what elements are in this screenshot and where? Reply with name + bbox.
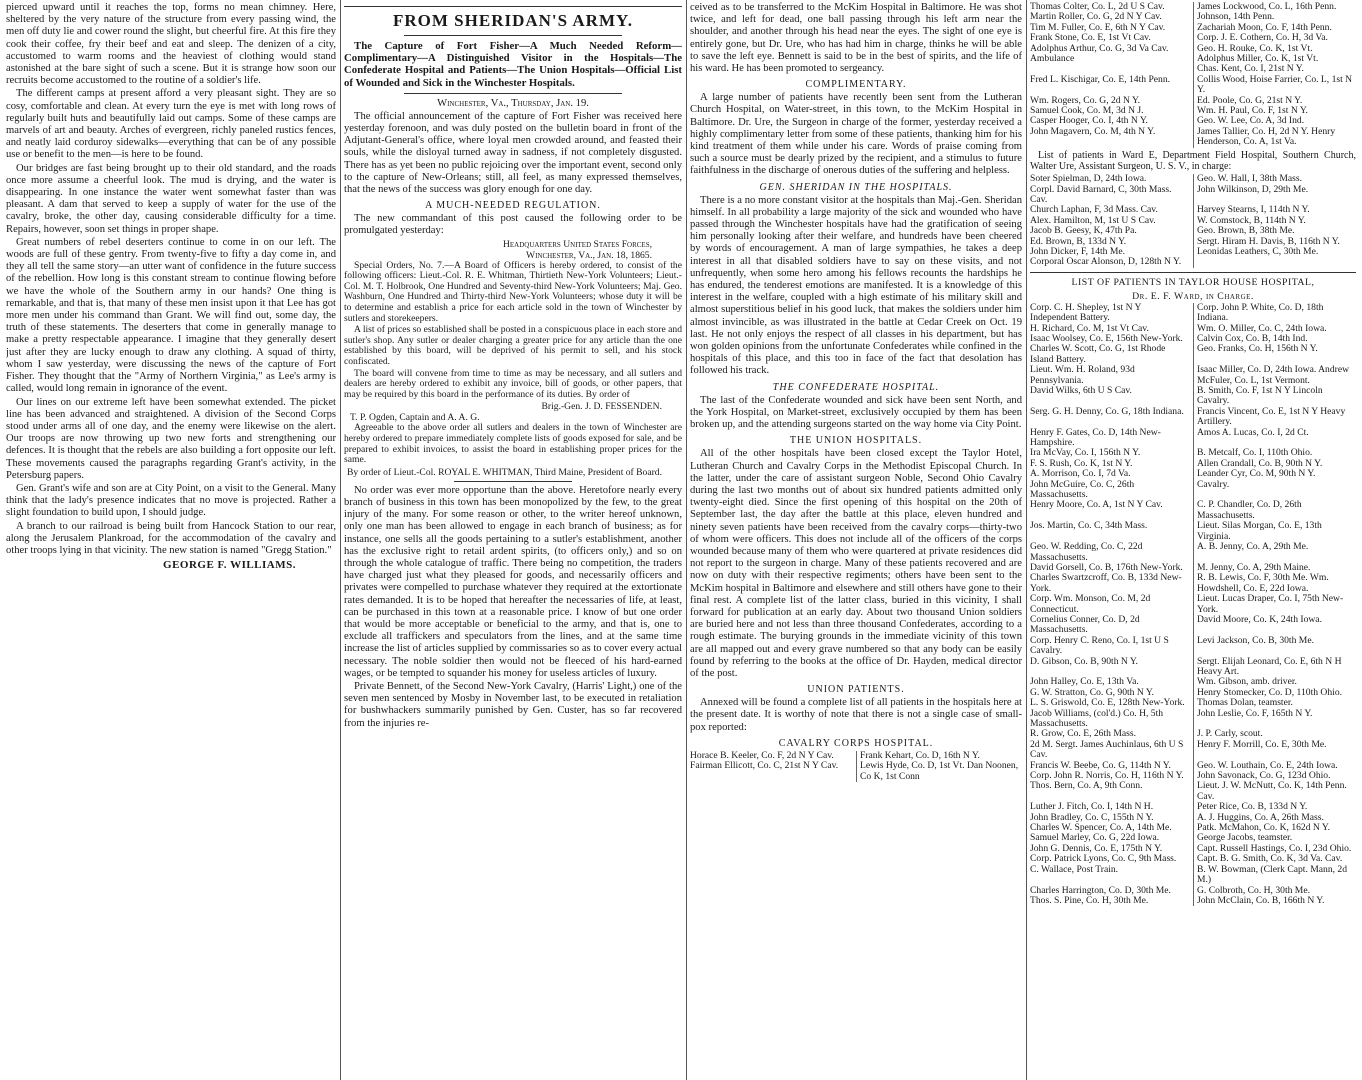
patient-roster xyxy=(1030,303,1356,907)
roster-entry: Lieut. J. W. McNutt, Co. K, 14th Penn. Cav. xyxy=(1193,781,1356,802)
roster-entry: R. B. Lewis, Co. F, 30th Me. Wm. Howdshell, Co. E, 22d Iowa. xyxy=(1193,573,1356,594)
roster-entry: Francis W. Beebe, Co. G, 114th N Y. xyxy=(1030,759,1171,771)
roster-entry: Thos. Bern, Co. A, 9th Conn. xyxy=(1030,780,1143,792)
paragraph: Our bridges are fast being brought up to their old standard, and the roads once more assume a cheerful look. The mud is drying, and the water is disappearing. In one instance the water went somewhat faster than was pleasant. A dam that served to keep a supply of water for the use of the cavalry, broke, the other day, causing considerable difficulty for a time. Repairs, however, soon set things in proper shape. xyxy=(6,162,336,235)
roster-entry: Church Laphan, F, 3d Mass. Cav. xyxy=(1030,204,1158,216)
roster-row xyxy=(1030,865,1356,886)
paragraph: pierced upward until it reaches the top, forms no mean chimney. Here, sheltered by the very nature of the structure from every passing wind, the men off duty lie and cower round the slight, but cheerful fire. At this fire they cook their coffee, fry their beef and eat and sleep. The denizen of a city, accustomed to warm rooms and the heaviest of clothing would stand astonished at the bare sight of such a scene. But it is strange how soon our recruits become accustomed to the routine of a soldier's life. xyxy=(6,2,336,87)
roster-row xyxy=(1030,75,1356,96)
roster-entry: Thomas Dolan, teamster. xyxy=(1193,698,1356,708)
roster-entry: Jacob Williams, (col'd.) Co. H, 5th Massachusetts. xyxy=(1030,707,1164,729)
paragraph: The new commandant of this post caused the following order to be promulgated yesterday: xyxy=(344,213,682,237)
roster-entry: James Tallier, Co. H, 2d N Y. Henry Henderson, Co. A, 1st Va. xyxy=(1193,127,1356,148)
section-heading: A MUCH-NEEDED REGULATION. xyxy=(425,200,601,212)
roster-entry: Ed. Brown, B, 133d N Y. xyxy=(1030,235,1127,247)
paragraph: No order was ever more opportune than the above. Heretofore nearly every branch of business in this town has been monopolized by the few, to the great injury of the many. For some reason or other, to the writer hereof unknown, only one man has been allowed to engage in each branch of business; as for instance, one sells all the goods pertaining to a sutler's establishment, another has the exclusive right to retail ardent spirits, (to officers only,) and so on through the whole catalogue of traffic. There being no competition, the traders have charged just what they pleased for goods, and necessarily officers and privates were compelled to purchase whatever they required at the extortionate rates demanded. It is to be hoped that hereafter the necessaries of life, at least, can be purchased in this town at a reasonable price. I know of but one order that would be more acceptable or beneficial to the army, and that is, one to exclude all traffickers and speculators from the lines, and at the same time increase the list of articles supplied by commissaries so as to cover every actual necessary. The noble soldier then would not be fleeced of his hard-earned wages, or be tempted to squander his money for useless articles of luxury. xyxy=(344,484,682,679)
section-heading: THE CONFEDERATE HOSPITAL. xyxy=(772,381,940,393)
roster-entry: Corp. John R. Norris, Co. H, 116th N Y. xyxy=(1030,770,1184,782)
roster-entry: Jacob B. Geesy, K, 47th Pa. xyxy=(1030,225,1137,237)
roster-row xyxy=(1030,740,1356,761)
roster-entry: Corp. Wm. Monson, Co. M, 2d Connecticut. xyxy=(1030,593,1151,615)
column-2 xyxy=(344,2,682,1078)
roster-entry: Tim M. Fuller, Co. E, 6th N Y Cav. xyxy=(1030,21,1166,33)
roster-row xyxy=(1030,174,1356,184)
roster-entry: Wm. Gibson, amb. driver. xyxy=(1193,677,1356,687)
roster-entry: David Gorsell, Co. B, 176th New-York. xyxy=(1030,561,1183,573)
roster-entry: Wm. H. Paul, Co. F, 1st N Y. xyxy=(1193,106,1356,116)
divider xyxy=(454,481,572,482)
order-paragraph: A list of prices so established shall be posted in a conspicuous place in each store and sutler's shop. Any sutler or dealer charging a greater price for any article than the one established by this board, will be deprived of his permit to sell, and his stock confiscated. xyxy=(344,324,682,367)
roster-entry: B. Metcalf, Co. I, 110th Ohio. xyxy=(1193,448,1356,458)
paragraph: The last of the Confederate wounded and sick have been sent North, and the York Hospital, on Market-street, exclusively occupied by them has been broken up, and the attending surgeons started on the way home via City Point. xyxy=(690,394,1022,431)
roster-entry: M. Jenny, Co. A, 29th Maine. xyxy=(1193,563,1356,573)
order-paragraph: The board will convene from time to time as may be necessary, and all sutlers and dealers are hereby ordered to exhibit any invoice, bill of goods, or other papers, that may be required by this board in the performance of its duties. By order of xyxy=(344,367,682,400)
roster-entry: Thos. S. Pine, Co. H, 30th Me. xyxy=(1030,894,1149,906)
roster-row xyxy=(1030,542,1356,563)
roster-entry: George Jacobs, teamster. xyxy=(1193,833,1356,843)
roster-row xyxy=(1030,781,1356,802)
column-rule xyxy=(340,0,341,1080)
roster-entry: David Moore, Co. K, 24th Iowa. xyxy=(1193,615,1356,636)
roster-row xyxy=(1030,896,1356,906)
paragraph: Great numbers of rebel deserters continue to come in on our left. The woods are full of these gentry. From twenty-five to fifty a day come in, and they all tell the same story—an utter want of confidence in the future success of the rebellion. How long is this constant stream to continue flowing before we have the whole of the Southern army in our hands? One thing is remarkable, and that is, that many of these men insist upon it that Lee has got more men under his command than Grant. We will find out, some day, the truth of these statements. The deserters that come in generally manage to make a pretty respectable appearance. I imagine that they generally desert just after they are lucky enough to draw any clothing. A squad of thirty, whom I saw yesterday, were discussing the news of the capture of Fort Fisher. They thought that the "Army of Northern Virginia," as Lee's army is called, would long remain in ignorance of the event. xyxy=(6,236,336,395)
roster-row xyxy=(1030,594,1356,615)
roster-entry: Zachariah Moon, Co. F, 14th Penn. xyxy=(1193,23,1356,33)
section-heading: COMPLIMENTARY. xyxy=(805,79,907,91)
roster-row xyxy=(1030,54,1356,64)
roster-entry: Chas. Kent, Co. I, 21st N Y. xyxy=(1193,64,1356,74)
roster-entry: Henry F. Gates, Co. D, 14th New-Hampshire. xyxy=(1030,426,1161,449)
order-signature: Brig.-Gen. J. D. FESSENDEN. xyxy=(541,401,662,413)
roster-row xyxy=(1030,344,1356,365)
roster-entry: Martin Roller, Co. G, 2d N Y Cav. xyxy=(1030,11,1162,23)
roster-entry: Sergt. Elijah Leonard, Co. E, 6th N H Heavy Art. xyxy=(1193,657,1356,678)
patient-roster xyxy=(1030,174,1356,268)
paragraph: Gen. Grant's wife and son are at City Point, on a visit to the General. Many think that the lady's presence indicates that no move is projected. Rather a slight foundation to build upon, I should judge. xyxy=(6,482,336,519)
roster-row xyxy=(1030,615,1356,636)
roster-entry: Alex. Hamilton, M, 1st U S Cav. xyxy=(1030,214,1156,226)
roster-entry: Leander Cyr, Co. M, 90th N Y. xyxy=(1193,469,1356,479)
roster-entry: Wm. O. Miller, Co. C, 24th Iowa. xyxy=(1193,324,1356,334)
roster-entry: John McClain, Co. B, 166th N Y. xyxy=(1193,896,1356,906)
roster-entry: L. S. Griswold, Co. E, 128th New-York. xyxy=(1030,697,1185,709)
roster-entry: Isaac Woolsey, Co. E, 156th New-York. xyxy=(1030,332,1183,344)
roster-entry: Charles W. Spencer, Co. A, 14th Me. xyxy=(1030,822,1172,834)
roster-entry: J. P. Carly, scout. xyxy=(1193,729,1356,739)
roster-entry: Geo. Brown, B, 38th Me. xyxy=(1193,226,1356,236)
roster-entry: Harvey Stearns, I, 114th N Y. xyxy=(1193,205,1356,215)
roster-entry: Cavalry. xyxy=(1193,480,1356,501)
patient-roster xyxy=(690,751,1022,782)
roster-row xyxy=(1030,127,1356,148)
roster-entry: Henry Stomecker, Co. D, 110th Ohio. xyxy=(1193,688,1356,698)
roster-entry: Peter Rice, Co. B, 133d N Y. xyxy=(1193,802,1356,812)
order-paragraph: Special Orders, No. 7.—A Board of Officers is hereby ordered, to consist of the following officers: Lieut.-Col. R. E. Whitman, Thirtieth New-York Volunteers; Lieut.-Col. M. T. Holbrook, One Hundred and Seventy-third New-York Volunteers; Maj. Geo. Washburn, One Hundred and Thirty-third New-York Volunteers; whose duty it will be to determine and establish a price for each article sold in the town of Winchester by sutlers and storekeepers. xyxy=(344,259,682,324)
roster-row xyxy=(1030,407,1356,428)
roster-entry: Lieut. Lucas Draper, Co. I, 75th New-York. xyxy=(1193,594,1356,615)
roster-row xyxy=(1030,365,1356,386)
article-headline: FROM SHERIDAN'S ARMY. xyxy=(393,11,633,30)
roster-entry: Lieut. Wm. H. Roland, 93d Pennsylvania. xyxy=(1030,364,1135,386)
roster-row xyxy=(1030,657,1356,678)
roster-entry: Thomas Colter, Co. L, 2d U S Cav. xyxy=(1030,2,1165,12)
roster-entry: Charles Swartzcroff, Co. B, 133d New-York. xyxy=(1030,572,1182,594)
roster-entry: John Dicker, F, 14th Me. xyxy=(1030,245,1126,257)
roster-entry: Samuel Cook, Co. M, 3d N J. xyxy=(1030,105,1144,117)
roster-entry: A. Morrison, Co. I, 7d Va. xyxy=(1030,468,1131,480)
roster-entry: Luther J. Fitch, Co. I, 14th N H. xyxy=(1030,801,1154,813)
roster-entry: Cornelius Conner, Co. D, 2d Massachusetts. xyxy=(1030,613,1140,636)
roster-entry: Serg. G. H. Denny, Co. G, 18th Indiana. xyxy=(1030,405,1184,417)
roster-entry: Corp. C. H. Shepley, 1st N Y Independent Battery. xyxy=(1030,301,1142,324)
roster-subheading: Dr. E. F. Ward, in Charge. xyxy=(1132,290,1254,302)
roster-entry: Ed. Poole, Co. G, 21st N Y. xyxy=(1193,96,1356,106)
roster-entry: Isaac Miller, Co. D, 24th Iowa. Andrew McFuler, Co. L, 1st Vermont. xyxy=(1193,365,1356,386)
roster-row xyxy=(1030,226,1356,236)
paragraph: A large number of patients have recently been sent from the Lutheran Church Hospital, on Water-street, in this town, to the McKim Hospital in Baltimore. Dr. Ure, the Surgeon in charge of the former, yesterday received a highly complimentary letter from some of these patients, thanking him for his kind treatment of them while under his care. Words of praise coming from such a source must be dearly prized by the recipient, and a stimulus to future faithfulness in the discharge of onerous duties of the suffering and helpless. xyxy=(690,92,1022,177)
roster-entry: D. Gibson, Co. B, 90th N Y. xyxy=(1030,655,1138,667)
roster-entry: John Leslie, Co. F, 165th N Y. xyxy=(1193,709,1356,730)
roster-entry: John Savonack, Co. G, 123d Ohio. xyxy=(1193,771,1356,781)
divider xyxy=(344,6,682,7)
section-heading: UNION PATIENTS. xyxy=(807,684,905,696)
roster-entry: Henry Moore, Co. A, 1st N Y Cav. xyxy=(1030,499,1163,511)
author-signature: GEORGE F. WILLIAMS. xyxy=(163,559,296,572)
roster-entry: Johnson, 14th Penn. xyxy=(1193,12,1356,22)
roster-entry: A. J. Huggins, Co. A, 26th Mass. xyxy=(1193,813,1356,823)
divider xyxy=(1030,272,1356,273)
roster-row xyxy=(1030,573,1356,594)
divider xyxy=(404,35,622,36)
column-rule xyxy=(686,0,687,1080)
paragraph: A branch to our railroad is being built from Hancock Station to our rear, along the Jerusalem Plankroad, for the accommodation of the cavalry and other troops lying in that vicinity. The new station is named "Gregg Station." xyxy=(6,520,336,556)
roster-entry: A. B. Jenny, Co. A, 29th Me. xyxy=(1193,542,1356,563)
roster-entry: Leonidas Leathers, C, 30th Me. xyxy=(1193,247,1356,257)
roster-entry: Corpl. David Barnard, C, 30th Mass. Cav. xyxy=(1030,183,1172,205)
roster-row xyxy=(1030,257,1356,267)
roster-entry: Corporal Oscar Alonson, D, 128th N Y. xyxy=(1030,256,1182,268)
roster-row xyxy=(1030,185,1356,206)
roster-entry: Francis Vincent, Co. E, 1st N Y Heavy Artillery. xyxy=(1193,407,1356,428)
roster-entry: B. Smith, Co. F, 1st N Y Lincoln Cavalry. xyxy=(1193,386,1356,407)
roster-entry: C. Wallace, Post Train. xyxy=(1030,863,1119,875)
roster-entry: R. Grow, Co. E, 26th Mass. xyxy=(1030,728,1136,740)
roster-entry: Patk. McMahon, Co. K, 162d N Y. xyxy=(1193,823,1356,833)
roster-entry: 2d M. Sergt. James Auchinlaus, 6th U S Cav. xyxy=(1030,738,1184,761)
roster-entry: David Wilks, 6th U S Cav. xyxy=(1030,385,1132,396)
roster-entry: Allen Crandall, Co. B, 90th N Y. xyxy=(1193,459,1356,469)
roster-entry: Sergt. Hiram H. Davis, B, 116th N Y. xyxy=(1193,237,1356,247)
roster-entry: John G. Dennis, Co. E, 175th N Y. xyxy=(1030,842,1163,854)
roster-entry: John McGuire, Co. C, 26th Massachusetts. xyxy=(1030,478,1135,501)
roster-entry: Horace B. Keeler, Co. F, 2d N Y Cav. xyxy=(690,749,834,761)
paragraph: All of the other hospitals have been closed except the Taylor Hotel, Lutheran Church and Cavalry Corps in the Methodist Episcopal Church. In the latter, under the care of assistant surgeon Noble, Second Ohio Cavalry during the last two months out of about six hundred patients admitted only twenty-eight died. Since the first opening of this hospital on the 20th of September last, the day after the battle at this place, eleven hundred and ninety seven patients have been received from the cavalry corps—thirty-two of whom were officers. This does not include all of the officers of the corps wounded because many of them who were quartered at private residences did not report to the surgeon in charge. Many of these patients recovered and are now on duty with their respective regiments; others have been sent to the McKim hospital in Baltimore and elsewhere and still others have gone to their final rest. A complete list of the latter class, buried in this vicinity, I shall forward for publication at an early day. About two thousand Union soldiers are buried here and not less than three thousand Confederates, according to a rough estimate. The burying grounds in the immediate vicinity of this town are all mapped out and every grave numbered so that any body can be easily found by referring to the books at the office of Dr. Hayden, medical director of the post. xyxy=(690,448,1022,679)
roster-row xyxy=(1030,636,1356,657)
roster-entry: F. S. Rush, Co. K, 1st N Y. xyxy=(1030,457,1133,469)
paragraph: Our lines on our extreme left have been somewhat extended. The picket line has been advanced and straightened. A division of the Second Corps stood under arms all of one day, and the enemy were likewise on the alert. Our troops are now throwing up two new forts and strengthening our defences. It is thought that the rebels are also building a fort opposite our left. These movements caused the paragraphs regarding Grant's activity, in the Petersburg papers. xyxy=(6,396,336,481)
paragraph: ceived as to be transferred to the McKim Hospital in Baltimore. He was shot twice, and left for dead, one ball passing through his left arm near the shoulder, and another through his head near the eyes. The sight of one eye is entirely gone, but Dr. Ure, who has had him in charge, thinks he will be able to save the left eye. Bennett is said to be in the best of spirits, and the life of his ward. He has been promoted to sergeancy. xyxy=(690,2,1022,75)
roster-entry: H. Richard, Co. M, 1st Vt Cav. xyxy=(1030,322,1149,334)
roster-entry: Geo. W. Lee, Co. A, 3d Ind. xyxy=(1193,116,1356,126)
roster-row xyxy=(690,761,1022,782)
roster-entry: Lieut. Silas Morgan, Co. E, 13th Virginia. xyxy=(1193,521,1356,542)
section-heading: CAVALRY CORPS HOSPITAL. xyxy=(778,737,934,749)
roster-row xyxy=(1030,521,1356,542)
paragraph: The official announcement of the capture of Fort Fisher was received here yesterday forenoon, and was duly posted on the bulletin board in front of the Adjutant-General's office, where loyal men crowded around, and feasted their souls, while the disloyal turned away in sadness, if not completely disgusted. There has as yet been no public rejoicing over the important event, second only to the capture of New-Orleans; still, all feel, as many expressed themselves, that the news of the success was glory enough for one day. xyxy=(344,110,682,196)
column-1 xyxy=(6,2,336,1078)
roster-row xyxy=(1030,480,1356,501)
roster-entry: Charles W. Scott, Co. G, 1st Rhode Island Battery. xyxy=(1030,343,1166,365)
roster-row xyxy=(1030,709,1356,730)
roster-entry: John Magavern, Co. M, 4th N Y. xyxy=(1030,125,1156,137)
roster-entry: Collis Wood, Hoise Farrier, Co. L, 1st N Y. xyxy=(1193,75,1356,96)
roster-entry: Capt. B. G. Smith, Co. K, 3d Va. Cav. xyxy=(1193,854,1356,864)
roster-entry: Lewis Hyde, Co. D, 1st Vt. Dan Noonen, Co K, 1st Conn xyxy=(856,761,1022,782)
roster-row xyxy=(1030,303,1356,324)
roster-entry xyxy=(1193,257,1356,267)
section-heading: THE UNION HOSPITALS. xyxy=(789,435,923,447)
roster-entry: Geo. W. Hall, I, 38th Mass. xyxy=(1193,174,1356,184)
roster-entry: John Wilkinson, D, 29th Me. xyxy=(1193,185,1356,206)
roster-entry: Corp. Henry C. Reno, Co. I, 1st U S Cavalry. xyxy=(1030,634,1169,657)
roster-entry: Adolphus Arthur, Co. G, 3d Va Cav. xyxy=(1030,42,1169,54)
column-3 xyxy=(690,2,1022,1078)
roster-entry: John Bradley, Co. C, 155th N Y. xyxy=(1030,811,1154,823)
roster-entry: Samuel Marley, Co. G, 22d Iowa. xyxy=(1030,832,1160,844)
roster-entry: B. W. Bowman, (Clerk Capt. Mann, 2d M.) xyxy=(1193,865,1356,886)
roster-entry: John Halley, Co. E, 13th Va. xyxy=(1030,676,1139,688)
roster-entry: Henry F. Morrill, Co. E, 30th Me. xyxy=(1193,740,1356,761)
roster-entry: James Lockwood, Co. L, 16th Penn. xyxy=(1193,2,1356,12)
roster-row xyxy=(1030,500,1356,521)
article-deck: The Capture of Fort Fisher—A Much Needed Reform—Complimentary—A Distinguished Visitor in the Hospitals—The Confederate Hospital and Patients—The Union Hospitals—Official List of Wounded and Sick in the Winchester Hospitals. xyxy=(344,40,682,89)
roster-entry: Adolphus Miller, Co. K, 1st Vt. xyxy=(1193,54,1356,64)
roster-heading: List of patients in Ward E, Department Field Hospital, Southern Church, Walter Ure, Assistant Surgeon, U. S. V., in charge: xyxy=(1030,149,1356,172)
divider xyxy=(404,93,622,94)
dateline: Winchester, Va., Thursday, Jan. 19. xyxy=(437,97,589,109)
order-signature: By order of Lieut.-Col. ROYAL E. WHITMAN, Third Maine, President of Board. xyxy=(346,466,662,478)
column-rule xyxy=(1026,0,1027,1080)
roster-entry: Fairman Ellicott, Co. C, 21st N Y Cav. xyxy=(690,760,839,772)
order-paragraph: Agreeable to the above order all sutlers and dealers in the town of Winchester are hereby ordered to prepare immediately complete lists of goods exposed for sale, and be prepared to exhibit invoices, to assist the board in establishing proper prices for the same. xyxy=(344,422,682,466)
roster-entry: Ira McVay, Co. I, 156th N Y. xyxy=(1030,447,1141,459)
roster-entry: Geo. W. Redding, Co. C, 22d Massachusetts. xyxy=(1030,541,1143,563)
paragraph: There is a no more constant visitor at the hospitals than Maj.-Gen. Sheridan himself. In all probability a large majority of the sick and wounded who have passed through the Winchester hospitals have had the gratification of seeing him personally looking after their welfare, and hundreds have been cheered by words of encouragement. A man of large sympathies, he takes a deep interest in all that disabled soldiers have to say on these visits, and not unfrequently, when some hero among his fellows recounts the hardships he has endured, the tenderest emotions are manifested. It is a knowledge of this interest in the welfare, coupled with a high estimate of his military skill and almost superstitious belief in his good luck, that makes the soldiers under him almost invincible, as was illustrated in the battle at Cedar Creek on Oct. 19 last. He not only enjoys the respect of all classes in his department, but has won golden opinions from the unfortunate Confederates while confined in the hospitals of this place, and this too in face of the fact that desolation has followed his track. xyxy=(690,194,1022,377)
roster-entry: Corp. John P. White, Co. D, 18th Indiana. xyxy=(1193,303,1356,324)
section-heading: GEN. SHERIDAN IN THE HOSPITALS. xyxy=(759,181,953,193)
roster-entry: Charles Harrington, Co. D, 30th Me. xyxy=(1030,884,1171,896)
order-heading: Headquarters United States Forces, xyxy=(502,238,652,250)
roster-row xyxy=(1030,428,1356,449)
roster-heading: LIST OF PATIENTS IN TAYLOR HOUSE HOSPITAL, xyxy=(1071,276,1315,288)
roster-entry: G. Colbroth, Co. H, 30th Me. xyxy=(1193,886,1356,896)
roster-entry: Corp. J. E. Cothern, Co. H, 3d Va. xyxy=(1193,33,1356,43)
order-signature: T. P. Ogden, Captain and A. A. G. xyxy=(350,412,480,424)
paragraph: Private Bennett, of the Second New-York Cavalry, (Harris' Light,) one of the seven men sentenced by Mosby in November last, to be executed in retaliation for bushwhackers summarily punished by Gen. Custer, has so far recovered from the injuries re- xyxy=(344,680,682,729)
roster-entry: Frank Kehart, Co. D, 16th N Y. xyxy=(856,751,1022,761)
roster-entry: Jos. Martin, Co. C, 34th Mass. xyxy=(1030,520,1148,532)
roster-entry: Wm. Rogers, Co. G, 2d N Y. xyxy=(1030,94,1141,106)
roster-entry: C. P. Chandler, Co. D, 26th Massachusetts. xyxy=(1193,500,1356,521)
paragraph: The different camps at present afford a very pleasant sight. They are so cosy, comfortable and clean. At every turn the eye is met with long rows of regularly built huts and beautifully laid out camps. Some of these camps are marvels of art and beauty. Arches of evergreen, richly paneled rustics fences, and neatly laid corduroy sidewalks—everything that can be of any possible use or benefit to the men—is here to be found. xyxy=(6,88,336,161)
roster-entry: Soter Spielman, D, 24th Iowa. xyxy=(1030,173,1147,185)
order-heading: Winchester, Va., Jan. 18, 1865. xyxy=(526,249,652,261)
roster-entry: Corp. Patrick Lyons, Co. C, 9th Mass. xyxy=(1030,853,1177,865)
roster-entry: Casper Hooger, Co. I, 4th N Y. xyxy=(1030,115,1148,127)
roster-entry: Geo. H. Rouke, Co. K, 1st Vt. xyxy=(1193,44,1356,54)
roster-entry: Fred L. Kischigar, Co. E, 14th Penn. xyxy=(1030,73,1171,85)
paragraph: Annexed will be found a complete list of all patients in the hospitals here at the present date. It is worthy of note that there is not a single case of small-pox reported: xyxy=(690,697,1022,733)
roster-row xyxy=(1030,386,1356,407)
roster-entry: Ambulance xyxy=(1030,53,1075,65)
roster-entry: Geo. Franks, Co. H, 156th N Y. xyxy=(1193,344,1356,365)
roster-entry: Geo. W. Louthain, Co. E, 24th Iowa. xyxy=(1193,761,1356,771)
roster-entry: Capt. Russell Hastings, Co. I, 23d Ohio. xyxy=(1193,844,1356,854)
roster-entry: G. W. Stratton, Co. G, 90th N Y. xyxy=(1030,686,1154,698)
roster-entry: Calvin Cox, Co. B, 14th Ind. xyxy=(1193,334,1356,344)
roster-entry: Levi Jackson, Co. B, 30th Me. xyxy=(1193,636,1356,657)
patient-roster xyxy=(1030,2,1356,148)
column-4 xyxy=(1030,2,1356,1078)
roster-entry: W. Comstock, B, 114th N Y. xyxy=(1193,216,1356,226)
roster-entry: Frank Stone, Co. E, 1st Vt Cav. xyxy=(1030,32,1151,44)
roster-entry: Amos A. Lucas, Co. I, 2d Ct. xyxy=(1193,428,1356,449)
